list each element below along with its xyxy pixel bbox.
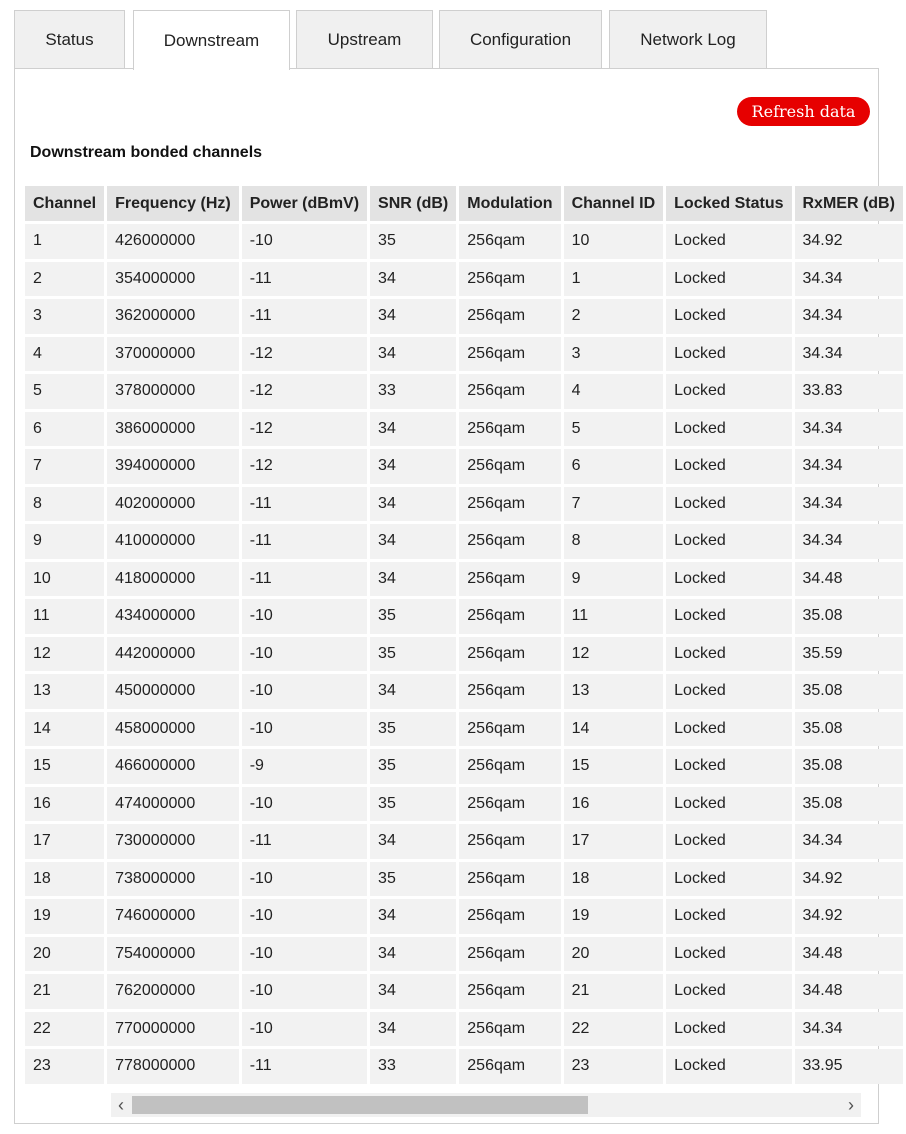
table-row xyxy=(25,524,903,559)
table-cell: 256qam xyxy=(459,862,560,897)
table-row xyxy=(25,1012,903,1047)
tab-configuration[interactable]: Configuration xyxy=(439,10,602,69)
table-cell: 34 xyxy=(370,299,456,334)
table-cell: 21 xyxy=(25,974,104,1009)
table-cell: 256qam xyxy=(459,712,560,747)
table-cell: 34.34 xyxy=(795,824,903,859)
table-header-row xyxy=(25,186,903,221)
table-cell: 256qam xyxy=(459,562,560,597)
table-cell: 11 xyxy=(25,599,104,634)
table-cell: 35 xyxy=(370,599,456,634)
table-cell: 256qam xyxy=(459,599,560,634)
table-cell: 34 xyxy=(370,1012,456,1047)
table-cell: -10 xyxy=(242,599,367,634)
table-cell: 434000000 xyxy=(107,599,239,634)
table-cell: 256qam xyxy=(459,299,560,334)
table-cell: -11 xyxy=(242,562,367,597)
table-cell: 35.08 xyxy=(795,749,903,784)
table-cell: 34.34 xyxy=(795,1012,903,1047)
table-cell: 3 xyxy=(564,337,664,372)
table-cell: 35 xyxy=(370,862,456,897)
table-cell: 8 xyxy=(25,487,104,522)
table-cell: 1 xyxy=(25,224,104,259)
table-cell: Locked xyxy=(666,299,791,334)
table-cell: 474000000 xyxy=(107,787,239,822)
table-cell: Locked xyxy=(666,562,791,597)
table-cell: 21 xyxy=(564,974,664,1009)
table-row xyxy=(25,374,903,409)
table-cell: 14 xyxy=(25,712,104,747)
table-cell: 354000000 xyxy=(107,262,239,297)
table-cell: 3 xyxy=(25,299,104,334)
table-cell: 2 xyxy=(25,262,104,297)
table-row xyxy=(25,337,903,372)
table-cell: -10 xyxy=(242,974,367,1009)
chevron-right-icon[interactable]: › xyxy=(848,1094,854,1115)
table-body xyxy=(25,224,903,1084)
table-cell: 7 xyxy=(25,449,104,484)
table-cell: 18 xyxy=(564,862,664,897)
table-cell: -11 xyxy=(242,824,367,859)
table-cell: 34.34 xyxy=(795,524,903,559)
table-cell: 17 xyxy=(25,824,104,859)
tab-network-log[interactable]: Network Log xyxy=(609,10,767,69)
downstream-channels-table xyxy=(22,183,906,1087)
table-cell: 256qam xyxy=(459,374,560,409)
table-row xyxy=(25,862,903,897)
table-cell: 256qam xyxy=(459,487,560,522)
table-cell: 35 xyxy=(370,712,456,747)
tab-status[interactable]: Status xyxy=(14,10,125,69)
table-cell: 34 xyxy=(370,487,456,522)
column-header: Locked Status xyxy=(666,186,791,221)
table-cell: Locked xyxy=(666,1049,791,1084)
table-cell: 35 xyxy=(370,749,456,784)
tab-upstream[interactable]: Upstream xyxy=(296,10,433,69)
table-cell: 34.34 xyxy=(795,412,903,447)
scrollbar-thumb[interactable] xyxy=(132,1096,588,1114)
table-cell: 16 xyxy=(25,787,104,822)
table-row xyxy=(25,562,903,597)
table-scroll-container[interactable] xyxy=(25,186,895,1088)
table-cell: 256qam xyxy=(459,1049,560,1084)
table-cell: 33 xyxy=(370,374,456,409)
table-cell: 35.08 xyxy=(795,674,903,709)
table-cell: 16 xyxy=(564,787,664,822)
table-cell: Locked xyxy=(666,637,791,672)
table-cell: Locked xyxy=(666,674,791,709)
table-cell: -10 xyxy=(242,862,367,897)
table-cell: 738000000 xyxy=(107,862,239,897)
table-cell: -11 xyxy=(242,262,367,297)
table-cell: 9 xyxy=(25,524,104,559)
table-cell: 33.83 xyxy=(795,374,903,409)
table-cell: Locked xyxy=(666,524,791,559)
table-cell: 34.34 xyxy=(795,299,903,334)
table-cell: Locked xyxy=(666,224,791,259)
table-cell: 20 xyxy=(564,937,664,972)
table-cell: Locked xyxy=(666,337,791,372)
horizontal-scrollbar[interactable] xyxy=(111,1093,861,1117)
table-cell: 256qam xyxy=(459,824,560,859)
table-cell: 34 xyxy=(370,524,456,559)
table-cell: 22 xyxy=(25,1012,104,1047)
table-row xyxy=(25,262,903,297)
table-row xyxy=(25,974,903,1009)
table-row xyxy=(25,224,903,259)
table-cell: 34.34 xyxy=(795,449,903,484)
table-cell: Locked xyxy=(666,262,791,297)
table-cell: 12 xyxy=(25,637,104,672)
table-row xyxy=(25,299,903,334)
table-cell: 34.92 xyxy=(795,899,903,934)
table-cell: -12 xyxy=(242,412,367,447)
table-row xyxy=(25,899,903,934)
table-cell: 34.34 xyxy=(795,262,903,297)
table-row xyxy=(25,487,903,522)
table-cell: 386000000 xyxy=(107,412,239,447)
table-cell: 34 xyxy=(370,899,456,934)
table-cell: -10 xyxy=(242,899,367,934)
table-cell: 6 xyxy=(25,412,104,447)
table-cell: 34 xyxy=(370,674,456,709)
table-cell: 13 xyxy=(25,674,104,709)
table-cell: 34 xyxy=(370,412,456,447)
table-row xyxy=(25,637,903,672)
table-cell: 256qam xyxy=(459,749,560,784)
table-cell: 34 xyxy=(370,824,456,859)
table-cell: 34 xyxy=(370,937,456,972)
column-header: RxMER (dB) xyxy=(795,186,903,221)
column-header: Channel ID xyxy=(564,186,664,221)
table-cell: 730000000 xyxy=(107,824,239,859)
table-cell: 34.48 xyxy=(795,562,903,597)
table-cell: 35.08 xyxy=(795,787,903,822)
table-cell: -10 xyxy=(242,674,367,709)
table-cell: 466000000 xyxy=(107,749,239,784)
table-cell: -10 xyxy=(242,1012,367,1047)
column-header: Power (dBmV) xyxy=(242,186,367,221)
table-row xyxy=(25,412,903,447)
refresh-data-button[interactable]: Refresh data xyxy=(737,97,870,126)
table-cell: 256qam xyxy=(459,224,560,259)
table-cell: 6 xyxy=(564,449,664,484)
table-cell: 256qam xyxy=(459,937,560,972)
table-cell: 394000000 xyxy=(107,449,239,484)
table-cell: 5 xyxy=(564,412,664,447)
table-cell: Locked xyxy=(666,712,791,747)
table-cell: 402000000 xyxy=(107,487,239,522)
table-cell: Locked xyxy=(666,487,791,522)
table-cell: -11 xyxy=(242,1049,367,1084)
table-cell: -10 xyxy=(242,637,367,672)
table-cell: 13 xyxy=(564,674,664,709)
table-cell: 23 xyxy=(25,1049,104,1084)
table-cell: 4 xyxy=(25,337,104,372)
table-row xyxy=(25,937,903,972)
table-cell: Locked xyxy=(666,749,791,784)
table-row xyxy=(25,787,903,822)
table-cell: -10 xyxy=(242,712,367,747)
table-cell: -11 xyxy=(242,299,367,334)
table-cell: 11 xyxy=(564,599,664,634)
table-cell: 256qam xyxy=(459,337,560,372)
table-cell: 34 xyxy=(370,449,456,484)
table-cell: 256qam xyxy=(459,974,560,1009)
table-cell: 746000000 xyxy=(107,899,239,934)
table-cell: 34.48 xyxy=(795,937,903,972)
table-cell: 362000000 xyxy=(107,299,239,334)
table-row xyxy=(25,674,903,709)
table-cell: 256qam xyxy=(459,899,560,934)
table-cell: 256qam xyxy=(459,787,560,822)
table-cell: 35.08 xyxy=(795,599,903,634)
table-cell: 5 xyxy=(25,374,104,409)
table-cell: Locked xyxy=(666,412,791,447)
table-cell: 19 xyxy=(564,899,664,934)
table-cell: 2 xyxy=(564,299,664,334)
table-cell: 256qam xyxy=(459,674,560,709)
table-cell: 10 xyxy=(25,562,104,597)
table-cell: -11 xyxy=(242,487,367,522)
table-cell: 23 xyxy=(564,1049,664,1084)
tab-bar xyxy=(0,0,884,70)
table-cell: 14 xyxy=(564,712,664,747)
table-cell: Locked xyxy=(666,787,791,822)
table-cell: 18 xyxy=(25,862,104,897)
table-cell: 33.95 xyxy=(795,1049,903,1084)
table-cell: 256qam xyxy=(459,524,560,559)
table-cell: -9 xyxy=(242,749,367,784)
table-row xyxy=(25,1049,903,1084)
table-cell: 410000000 xyxy=(107,524,239,559)
table-cell: 10 xyxy=(564,224,664,259)
chevron-left-icon[interactable]: ‹ xyxy=(118,1094,124,1115)
table-cell: -10 xyxy=(242,224,367,259)
column-header: Frequency (Hz) xyxy=(107,186,239,221)
table-cell: 34 xyxy=(370,262,456,297)
table-cell: -12 xyxy=(242,337,367,372)
table-cell: -10 xyxy=(242,937,367,972)
column-header: Modulation xyxy=(459,186,560,221)
table-cell: 7 xyxy=(564,487,664,522)
table-row xyxy=(25,824,903,859)
table-cell: 15 xyxy=(564,749,664,784)
table-row xyxy=(25,599,903,634)
table-cell: 34.34 xyxy=(795,337,903,372)
table-cell: 370000000 xyxy=(107,337,239,372)
table-cell: 256qam xyxy=(459,449,560,484)
table-cell: 22 xyxy=(564,1012,664,1047)
table-cell: 458000000 xyxy=(107,712,239,747)
table-cell: Locked xyxy=(666,899,791,934)
table-cell: 35.08 xyxy=(795,712,903,747)
table-cell: 256qam xyxy=(459,637,560,672)
table-cell: 35 xyxy=(370,224,456,259)
table-cell: 426000000 xyxy=(107,224,239,259)
table-cell: 17 xyxy=(564,824,664,859)
table-cell: 35.59 xyxy=(795,637,903,672)
table-cell: 4 xyxy=(564,374,664,409)
table-cell: 442000000 xyxy=(107,637,239,672)
table-cell: Locked xyxy=(666,374,791,409)
table-cell: 770000000 xyxy=(107,1012,239,1047)
table-cell: 33 xyxy=(370,1049,456,1084)
table-row xyxy=(25,749,903,784)
table-cell: 754000000 xyxy=(107,937,239,972)
table-cell: 256qam xyxy=(459,1012,560,1047)
table-cell: 12 xyxy=(564,637,664,672)
table-cell: 378000000 xyxy=(107,374,239,409)
table-cell: -10 xyxy=(242,787,367,822)
column-header: SNR (dB) xyxy=(370,186,456,221)
table-cell: 778000000 xyxy=(107,1049,239,1084)
table-cell: Locked xyxy=(666,937,791,972)
table-cell: Locked xyxy=(666,1012,791,1047)
table-cell: 1 xyxy=(564,262,664,297)
table-cell: 34.34 xyxy=(795,487,903,522)
column-header: Channel xyxy=(25,186,104,221)
table-cell: 9 xyxy=(564,562,664,597)
table-cell: Locked xyxy=(666,599,791,634)
tab-downstream[interactable]: Downstream xyxy=(133,10,290,70)
table-cell: -12 xyxy=(242,374,367,409)
section-title: Downstream bonded channels xyxy=(30,144,263,161)
table-cell: Locked xyxy=(666,862,791,897)
table-cell: Locked xyxy=(666,974,791,1009)
table-cell: 34.92 xyxy=(795,862,903,897)
table-cell: Locked xyxy=(666,824,791,859)
table-cell: 34 xyxy=(370,337,456,372)
table-cell: 450000000 xyxy=(107,674,239,709)
table-cell: 35 xyxy=(370,637,456,672)
table-cell: 256qam xyxy=(459,262,560,297)
table-cell: 34 xyxy=(370,974,456,1009)
table-cell: 19 xyxy=(25,899,104,934)
table-row xyxy=(25,712,903,747)
table-row xyxy=(25,449,903,484)
table-cell: 20 xyxy=(25,937,104,972)
table-cell: -12 xyxy=(242,449,367,484)
table-cell: 34.48 xyxy=(795,974,903,1009)
table-cell: 34.92 xyxy=(795,224,903,259)
table-cell: 418000000 xyxy=(107,562,239,597)
table-cell: 256qam xyxy=(459,412,560,447)
table-cell: 762000000 xyxy=(107,974,239,1009)
table-cell: Locked xyxy=(666,449,791,484)
table-cell: 35 xyxy=(370,787,456,822)
table-cell: 34 xyxy=(370,562,456,597)
table-cell: 8 xyxy=(564,524,664,559)
table-cell: -11 xyxy=(242,524,367,559)
table-cell: 15 xyxy=(25,749,104,784)
